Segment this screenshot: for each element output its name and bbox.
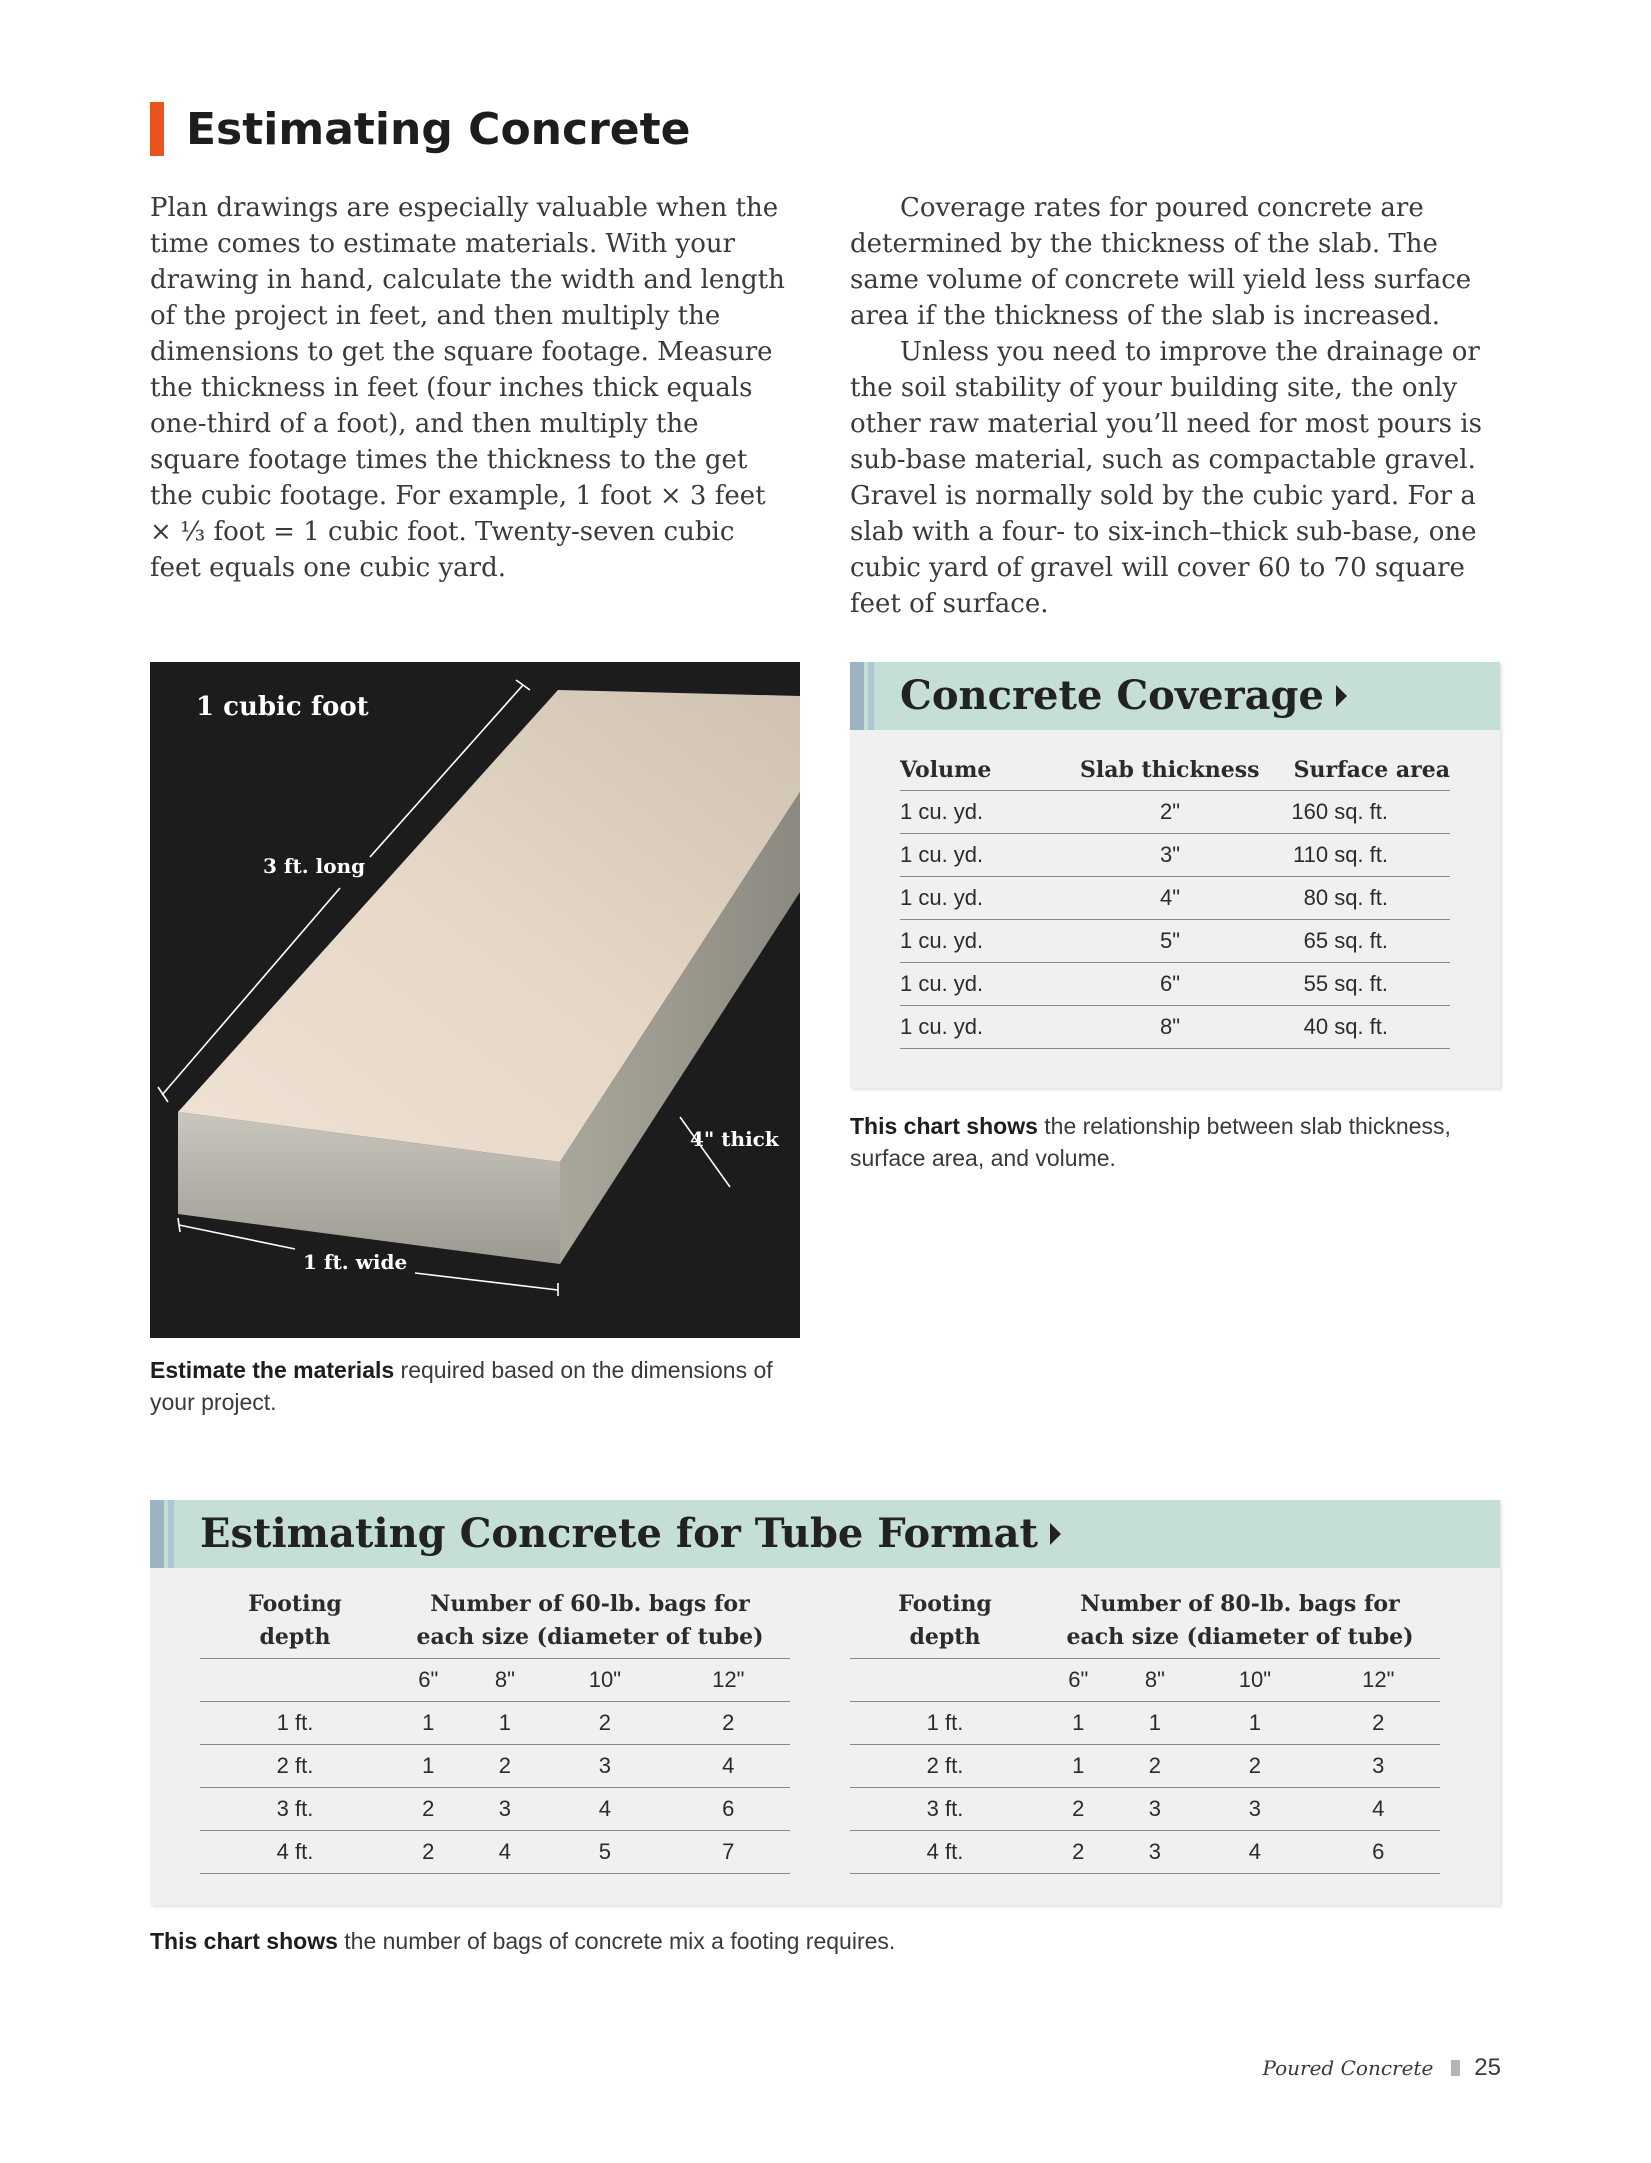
header-accent-strip (850, 662, 864, 730)
size-header: 6" (390, 1659, 467, 1702)
volume-cell: 1 cu. yd. (900, 834, 1080, 877)
size-header: 6" (1040, 1659, 1117, 1702)
header-accent-strip (868, 662, 874, 730)
table-row (200, 1659, 790, 1702)
page-footer (1262, 2054, 1501, 2082)
depth-cell: 2 ft. (200, 1745, 390, 1788)
bags-cell: 3 (467, 1788, 544, 1831)
photo-caption (150, 1354, 800, 1418)
left-column-text (150, 190, 790, 586)
thickness-cell: 2" (1080, 791, 1260, 834)
depth-cell: 1 ft. (850, 1702, 1040, 1745)
column-header: Number of 60-lb. bags for each size (diameter of tube) (390, 1588, 790, 1659)
table-row (850, 1659, 1440, 1702)
thickness-label: 4" thick (690, 1127, 779, 1151)
page-number: 25 (1474, 2054, 1501, 2081)
volume-cell: 1 cu. yd. (900, 963, 1080, 1006)
thickness-cell: 6" (1080, 963, 1260, 1006)
table-row (850, 1788, 1440, 1831)
tube-format-panel (150, 1500, 1500, 1905)
column-header: Number of 80-lb. bags for each size (diameter of tube) (1040, 1588, 1440, 1659)
caption-text: the relationship between slab thickness, surface area, and volume. (850, 1113, 1451, 1171)
bags-cell: 4 (1193, 1831, 1316, 1874)
width-label: 1 ft. wide (303, 1250, 408, 1274)
volume-cell: 1 cu. yd. (900, 1006, 1080, 1049)
column-header: Volume (900, 750, 1080, 791)
thickness-cell: 8" (1080, 1006, 1260, 1049)
bags-cell: 3 (1117, 1831, 1194, 1874)
triangle-right-icon (1336, 685, 1347, 707)
cubic-foot-label: 1 cubic foot (196, 692, 369, 722)
bags-cell: 3 (543, 1745, 666, 1788)
volume-cell: 1 cu. yd. (900, 791, 1080, 834)
depth-cell: 3 ft. (850, 1788, 1040, 1831)
panel-header (150, 1500, 1500, 1568)
size-header: 12" (1317, 1659, 1440, 1702)
bags-cell: 2 (1040, 1788, 1117, 1831)
body-paragraph: Plan drawings are especially valuable when the time comes to estimate materials. With your drawing in hand, calculate the width and length of the project in feet, and then multiply the dimensions to get the square footage. Measure the thickness in feet (four inches thick equals one-third of a foot), and then multiply the square footage times the thickness to the get the cubic footage. For example, 1 foot × 3 feet × ⅓ foot = 1 cubic foot. Twenty-seven cubic feet equals one cubic yard. (150, 193, 785, 583)
size-header: 8" (467, 1659, 544, 1702)
header-accent-strip (150, 1500, 164, 1568)
section-name: Poured Concrete (1262, 2056, 1434, 2080)
table-row (900, 963, 1450, 1006)
bags-cell: 2 (1317, 1702, 1440, 1745)
bags-cell: 5 (543, 1831, 666, 1874)
caption-text: the number of bags of concrete mix a footing requires. (337, 1928, 896, 1954)
table-row (850, 1831, 1440, 1874)
heading-accent-bar (150, 102, 164, 156)
bags-cell: 6 (667, 1788, 790, 1831)
width-line (415, 1273, 558, 1290)
bags-cell: 1 (1040, 1745, 1117, 1788)
bags-cell: 6 (1317, 1831, 1440, 1874)
bags-cell: 2 (667, 1702, 790, 1745)
column-header: Slab thickness (1080, 750, 1260, 791)
caption-lead: Estimate the materials (150, 1357, 395, 1383)
triangle-right-icon (1050, 1523, 1061, 1545)
area-cell: 65 sq. ft. (1260, 920, 1450, 963)
bags-cell: 2 (1117, 1745, 1194, 1788)
bags-cell: 1 (390, 1702, 467, 1745)
body-paragraph: Unless you need to improve the drainage or the soil stability of your building site, the only other raw material you’ll need for most pours is sub-base material, such as compactable gravel. Gravel is normally sold by the cubic yard. For a slab with a four- to six-inch–thick sub-base, one cubic yard of gravel will cover 60 to 70 square feet of surface. (850, 337, 1482, 619)
bags-cell: 1 (1117, 1702, 1194, 1745)
size-header: 10" (1193, 1659, 1316, 1702)
bags-cell: 1 (1040, 1702, 1117, 1745)
table-row (850, 1702, 1440, 1745)
volume-cell: 1 cu. yd. (900, 877, 1080, 920)
size-header: 10" (543, 1659, 666, 1702)
bags-cell: 4 (1317, 1788, 1440, 1831)
page-title: Estimating Concrete (186, 103, 691, 155)
concrete-block-illustration (150, 662, 800, 1338)
block-top-face (178, 690, 800, 1162)
body-paragraph: Coverage rates for poured concrete are determined by the thickness of the slab. The same volume of concrete will yield less surface area if the thickness of the slab is increased. (850, 193, 1472, 331)
table-row (200, 1831, 790, 1874)
volume-cell: 1 cu. yd. (900, 920, 1080, 963)
depth-cell: 3 ft. (200, 1788, 390, 1831)
bags-cell: 2 (543, 1702, 666, 1745)
column-header: Surface area (1260, 750, 1450, 791)
depth-cell: 1 ft. (200, 1702, 390, 1745)
caption-text: required based on the dimensions of your project. (150, 1357, 773, 1415)
depth-cell: 4 ft. (850, 1831, 1040, 1874)
bags-cell: 7 (667, 1831, 790, 1874)
bags-cell: 3 (1193, 1788, 1316, 1831)
area-cell: 55 sq. ft. (1260, 963, 1450, 1006)
thickness-cell: 3" (1080, 834, 1260, 877)
panel-title: Estimating Concrete for Tube Format (200, 1500, 1061, 1568)
length-tick (516, 680, 530, 690)
concrete-coverage-panel (850, 662, 1500, 1088)
coverage-table (900, 750, 1450, 1049)
width-line (179, 1225, 295, 1249)
area-cell: 80 sq. ft. (1260, 877, 1450, 920)
caption-lead: This chart shows (150, 1928, 338, 1954)
panel-title: Concrete Coverage (900, 662, 1347, 730)
header-accent-strip (168, 1500, 174, 1568)
tube-table-60lb (200, 1588, 790, 1874)
table-row (850, 1745, 1440, 1788)
coverage-caption (850, 1110, 1500, 1174)
table-row (900, 791, 1450, 834)
bags-cell: 2 (467, 1745, 544, 1788)
table-row (200, 1745, 790, 1788)
thickness-cell: 4" (1080, 877, 1260, 920)
table-row (200, 1702, 790, 1745)
section-heading (150, 102, 691, 156)
column-header: Footing depth (248, 1591, 342, 1650)
concrete-block-photo (150, 662, 800, 1338)
bags-cell: 1 (1193, 1702, 1316, 1745)
table-row (900, 877, 1450, 920)
bags-cell: 2 (390, 1831, 467, 1874)
area-cell: 110 sq. ft. (1260, 834, 1450, 877)
bags-cell: 4 (467, 1831, 544, 1874)
size-header: 12" (667, 1659, 790, 1702)
bags-cell: 3 (1317, 1745, 1440, 1788)
thickness-cell: 5" (1080, 920, 1260, 963)
bags-cell: 4 (667, 1745, 790, 1788)
panel-header (850, 662, 1500, 730)
area-cell: 160 sq. ft. (1260, 791, 1450, 834)
bags-cell: 1 (467, 1702, 544, 1745)
area-cell: 40 sq. ft. (1260, 1006, 1450, 1049)
size-header: 8" (1117, 1659, 1194, 1702)
bags-cell: 3 (1117, 1788, 1194, 1831)
caption-lead: This chart shows (850, 1113, 1038, 1139)
depth-cell: 4 ft. (200, 1831, 390, 1874)
table-row (200, 1788, 790, 1831)
length-label: 3 ft. long (263, 854, 366, 878)
column-header: Footing depth (898, 1591, 992, 1650)
table-row (900, 920, 1450, 963)
depth-cell: 2 ft. (850, 1745, 1040, 1788)
table-row (900, 1006, 1450, 1049)
bags-cell: 4 (543, 1788, 666, 1831)
footer-divider-square (1451, 2060, 1460, 2076)
bags-cell: 2 (1040, 1831, 1117, 1874)
bags-cell: 2 (1193, 1745, 1316, 1788)
width-tick (178, 1218, 180, 1232)
bags-cell: 1 (390, 1745, 467, 1788)
table-row (900, 834, 1450, 877)
tube-table-80lb (850, 1588, 1440, 1874)
bags-cell: 2 (390, 1788, 467, 1831)
right-column-text (850, 190, 1500, 622)
tube-caption (150, 1925, 1500, 1957)
